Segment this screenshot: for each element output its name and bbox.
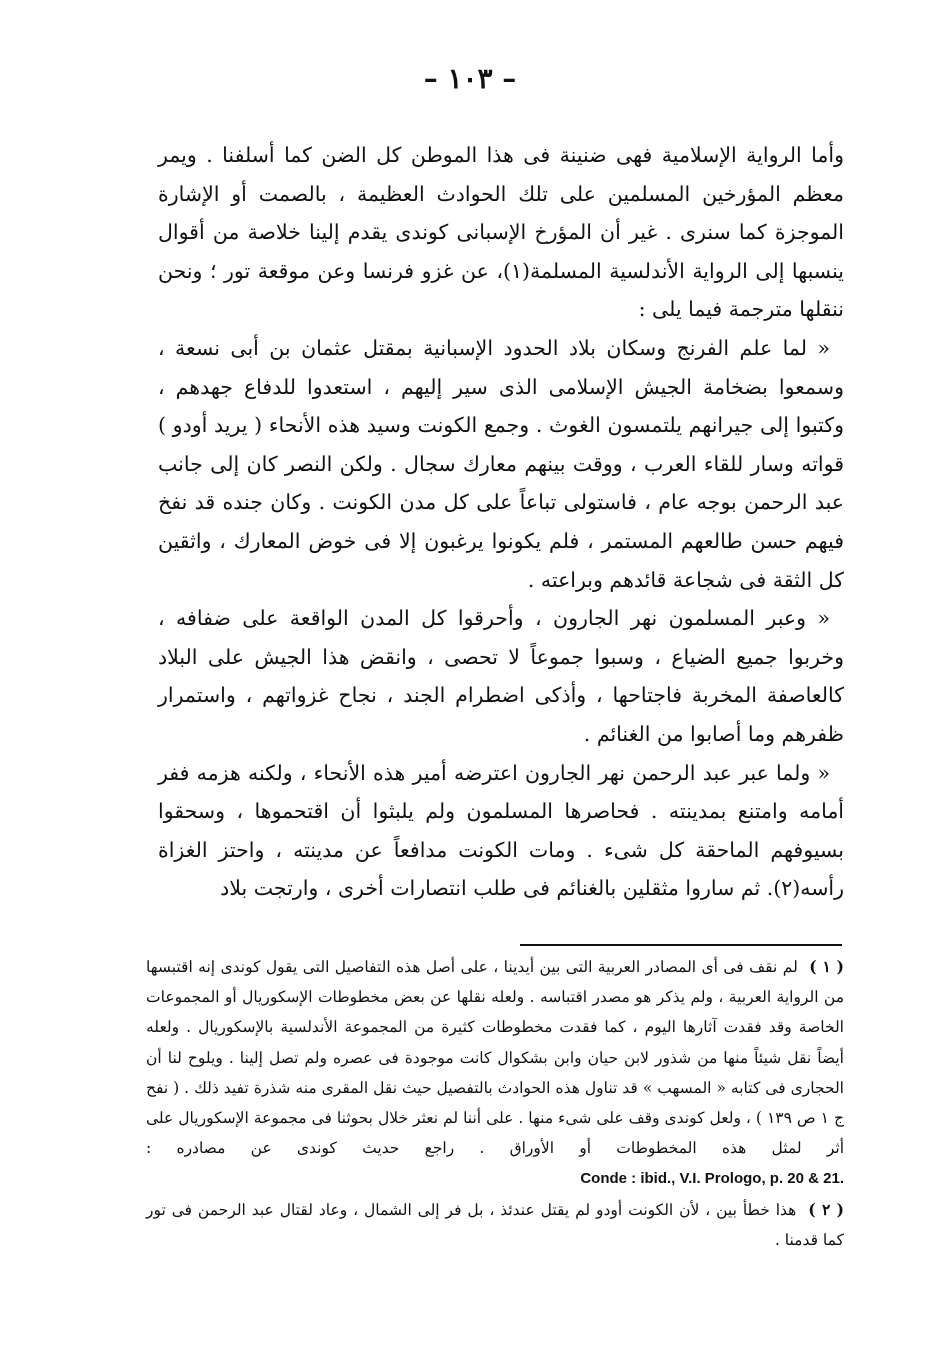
footnote-1-text: لم نقف فى أى المصادر العربية التى بين أيدينا ، على أصل هذه التفاصيل التى يقول كوندى إنه اقتبسها من الرواية العربية ، ولم يذكر هو مصدر اقتباسه . ولعله نقلها عن بعض مخطوطات الإسكوريال أو المجموعات الخاصة وقد فقدت آثارها اليوم ، كما فقدت مخطوطات كثيرة من المجموعة الأندلسية بالإسكوريال . ولعله أيضاً نقل شيئاً منها من شذور لابن حيان وابن بشكوال كانت موجودة فى عصره ولم تصل إلينا . ويلوح لنا أن الحجارى فى كتابه « المسهب » قد تناول هذه الحوادث بالتفصيل حيث نقل المقرى منه شذرة تفيد ذلك . ( نفح ج ١ ص ١٣٩ ) ، ولعل كوندى وقف على شىء منها . على أننا لم نعثر خلال بحوثنا فى مجموعة الإسكوريال على أثر لمثل هذه المخطوطات أو الأوراق . راجع حديث كوندى عن مصادره : bbox=[146, 958, 844, 1158]
footnote-2-number: ( ٢ ) bbox=[808, 1199, 844, 1219]
footnote-1-reference: Conde : ibid., V.I. Prologo, p. 20 & 21. bbox=[580, 1170, 844, 1188]
page-number: – ١٠٣ – bbox=[423, 62, 517, 95]
footnote-1-number: ( ١ ) bbox=[809, 957, 845, 976]
paragraph-quote-1: « لما علم الفرنج وسكان بلاد الحدود الإسبانية بمقتل عثمان بن أبى نسعة ، وسمعوا بضخامة الجيش الإسلامى الذى سير إليهم ، استعدوا للدفاع جهدهم ، وكتبوا إلى جيرانهم يلتمسون الغوث . وجمع الكونت وسيد هذه الأنحاء ( يريد أودو ) قواته وسار للقاء العرب ، ووقت بينهم معارك سجال . ولكن النصر كان إلى جانب عبد الرحمن بوجه عام ، فاستولى تباعاً على كل مدن الكونت . وكان جنده قد نفخ فيهم حسن طالعهم المستمر ، فلم يكونوا يرغبون إلا فى خوض المعارك ، واثقين كل الثقة فى شجاعة قائدهم وبراعته . bbox=[158, 335, 844, 592]
footnote-2 bbox=[146, 1195, 844, 1255]
paragraph-quote-2: « وعبر المسلمون نهر الجارون ، وأحرقوا كل المدن الواقعة على ضفافه ، وخربوا جميع الضياع ، وسبوا جموعاً لا تحصى ، وانقض هذا الجيش على البلاد كالعاصفة المخربة فاجتاحها ، وأذكى اضطرام الجند ، نجاح غزواتهم ، واستمرار ظفرهم وما أصابوا من الغنائم . bbox=[158, 606, 844, 746]
paragraph-intro: وأما الرواية الإسلامية فهى ضنينة فى هذا الموطن كل الضن كما أسلفنا . ويمر معظم المؤرخين المسلمين على تلك الحوادث العظيمة ، بالصمت أو الإشارة الموجزة كما سنرى . غير أن المؤرخ الإسبانى كوندى يقدم إلينا خلاصة من أقوال ينسبها إلى الرواية الأندلسية المسلمة(١)، عن غزو فرنسا وعن موقعة تور ؛ ونحن ننقلها مترجمة فيما يلى : bbox=[158, 143, 844, 322]
footnotes bbox=[146, 952, 844, 1255]
footnote-1 bbox=[146, 952, 844, 1195]
main-text bbox=[158, 136, 844, 908]
footnote-divider bbox=[520, 944, 842, 946]
footnote-2-text: هذا خطأ بين ، لأن الكونت أودو لم يقتل عندئذ ، بل فر إلى الشمال ، وعاد لقتال عبد الرحمن فى تور كما قدمنا . bbox=[146, 1200, 844, 1249]
paragraph-quote-3: « ولما عبر عبد الرحمن نهر الجارون اعترضه أمير هذه الأنحاء ، ولكنه هزمه ففر أمامه وامتنع بمدينته . فحاصرها المسلمون ولم يلبثوا أن اقتحموها ، وسحقوا بسيوفهم الماحقة كل شىء . ومات الكونت مدافعاً عن مدينته ، واحتز الغزاة رأسه(٢). ثم ساروا مثقلين بالغنائم فى طلب انتصارات أخرى ، وارتجت بلاد bbox=[158, 760, 844, 901]
